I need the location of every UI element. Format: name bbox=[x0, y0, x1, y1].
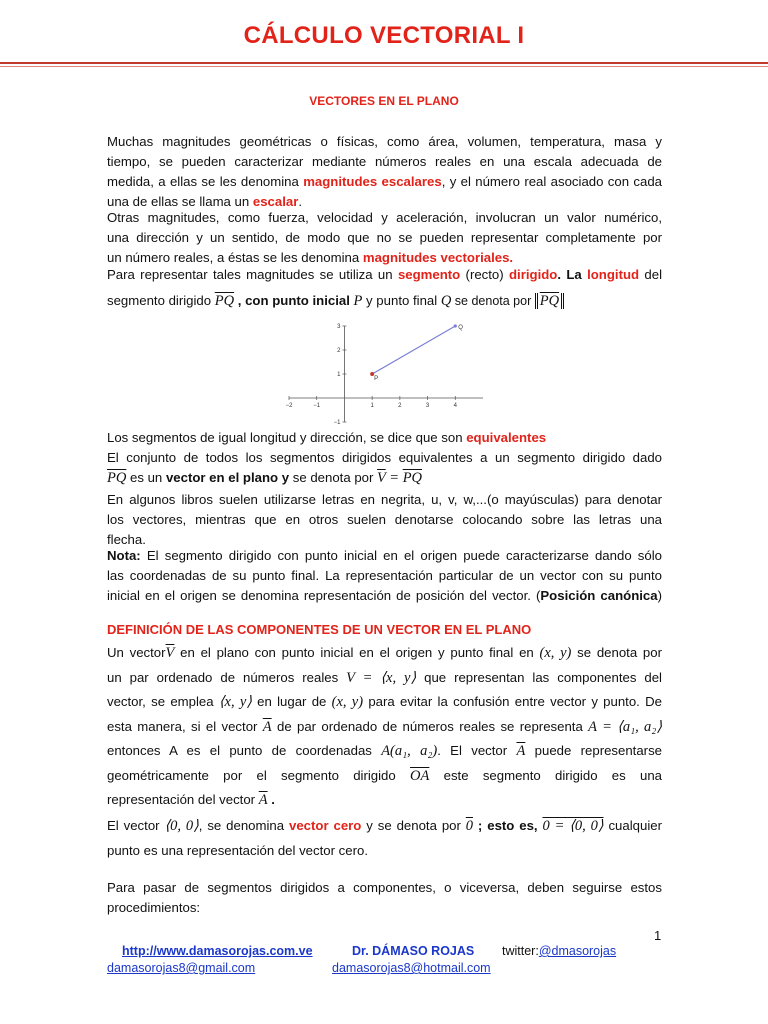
text-line: El conjunto de todos los segmentos dirigidos equivalentes a un segmento dirigido dado bbox=[107, 450, 662, 465]
term-segmento: segmento bbox=[397, 267, 461, 282]
text-line: geométricamente por el segmento dirigido $\overline{OA}$ este segmento dirigido es una bbox=[107, 767, 663, 784]
x-tick-label: −1 bbox=[313, 403, 321, 409]
text-line: los vectores, mientras que en otros suelen denotarse colocando sobre las letras una bbox=[107, 512, 662, 527]
x-tick-label: 4 bbox=[453, 403, 457, 409]
vector-chart bbox=[283, 318, 489, 430]
author-name: Dr. DÁMASO ROJAS bbox=[352, 944, 475, 958]
paragraph-segmento bbox=[107, 265, 662, 311]
x-tick-label: −2 bbox=[285, 403, 293, 409]
y-tick-label: 2 bbox=[337, 348, 341, 354]
term-escalar: escalar bbox=[252, 194, 299, 209]
term-magnitudes-vectoriales: magnitudes vectoriales. bbox=[362, 250, 514, 265]
term-vector-en-el-plano: vector en el plano y bbox=[165, 470, 290, 485]
text-line: segmento dirigido $\overline{PQ}$ , con punto inicial P y punto final Q se denota por $\overline{PQ}$ bbox=[107, 291, 662, 311]
x-tick-label: 1 bbox=[370, 403, 374, 409]
paragraph-equivalentes bbox=[107, 428, 662, 488]
text-line: Un $vector\overline{V}$ en el plano con punto inicial en el origen y punto final en (x, y) se denota por bbox=[107, 645, 662, 661]
text-line: Para representar tales magnitudes se utiliza un segmento (recto) dirigido. La longitud del bbox=[107, 267, 663, 282]
text-line: un par ordenado de números reales V = ⟨x, y⟩ que representan las componentes del bbox=[107, 669, 662, 686]
paragraph-notacion bbox=[107, 490, 662, 550]
point-p-label: P bbox=[374, 376, 379, 382]
header-rule bbox=[0, 62, 768, 64]
text-line: El vector ⟨0, 0⟩, se denomina vector cero y se denota por 0 ; esto es, 0 = ⟨0, 0⟩ cualquier bbox=[107, 818, 662, 834]
term-equivalentes: equivalentes bbox=[466, 430, 547, 445]
y-tick-label: 1 bbox=[337, 372, 341, 378]
point-q bbox=[454, 324, 457, 327]
paragraph-definicion bbox=[107, 641, 662, 813]
text-line: Para pasar de segmentos dirigidos a componentes, o viceversa, deben seguirse estos bbox=[107, 880, 662, 895]
text-line: una dirección y un sentido, de modo que no se pueden representar completamente por bbox=[107, 230, 662, 245]
twitter-label: twitter: bbox=[502, 944, 539, 958]
header-rule-thin bbox=[0, 66, 768, 67]
math-a-components: A = ⟨a₁, a₂⟩ bbox=[588, 718, 663, 735]
paragraph-procedimientos bbox=[107, 878, 662, 918]
text-line: procedimientos: bbox=[107, 900, 201, 915]
paragraph-nota bbox=[107, 546, 662, 606]
text-line: representación del vector $\overline{A}$ . bbox=[107, 792, 275, 808]
text-line: En algunos libros suelen utilizarse letras en negrita, u, v, w,...(o mayúsculas) para denotar bbox=[107, 492, 662, 507]
website-link[interactable]: http://www.damasorojas.com.ve bbox=[122, 944, 313, 958]
text-line: $\overline{PQ}$ es un vector en el plano y se denota por $\overline{V} = \overline{PQ}$ bbox=[107, 470, 423, 486]
text-line: entonces A es el punto de coordenadas A(a₁, a₂). El vector $\overline{A}$ puede representarse bbox=[107, 743, 662, 759]
text-line: las coordenadas de su punto final. La representación particular de un vector con su punto bbox=[107, 568, 662, 583]
text-line: medida, a ellas se les denomina magnitudes escalares, y el número real asociado con cada bbox=[107, 174, 663, 189]
twitter-link[interactable]: @dmasorojas bbox=[538, 944, 617, 958]
text-line: Otras magnitudes, como fuerza, velocidad y aceleración, involucran un valor numérico, bbox=[107, 210, 662, 225]
text-line: una de ellas se llama un escalar. bbox=[107, 194, 303, 209]
section-subtitle: VECTORES EN EL PLANO bbox=[309, 94, 459, 108]
text-line: un número reales, a éstas se les denomina magnitudes vectoriales. bbox=[107, 250, 514, 265]
text-line: Muchas magnitudes geométricas o físicas, como área, volumen, temperatura, masa y bbox=[107, 134, 662, 149]
y-tick-label: −1 bbox=[333, 420, 341, 426]
email-gmail-link[interactable]: damasorojas8@gmail.com bbox=[107, 961, 256, 975]
term-dirigido: dirigido bbox=[509, 267, 558, 282]
term-longitud: longitud bbox=[587, 267, 640, 282]
text-line: inicial en el origen se denomina representación de posición del vector. (Posición canónica) bbox=[107, 588, 662, 603]
text-line: flecha. bbox=[107, 532, 146, 547]
term-magnitudes-escalares: magnitudes escalares bbox=[303, 174, 442, 189]
math-pq: $\overline{PQ}$ bbox=[214, 293, 235, 309]
y-tick-label: 3 bbox=[337, 324, 341, 330]
page-title: CÁLCULO VECTORIAL I bbox=[243, 22, 525, 49]
vector-pq-line bbox=[372, 326, 455, 374]
term-posicion-canonica: Posición canónica bbox=[540, 588, 658, 603]
point-q-label: Q bbox=[458, 325, 463, 331]
paragraph-vector-cero bbox=[107, 814, 662, 863]
text-line: Nota: El segmento dirigido con punto inicial en el origen puede caracterizarse dando sólo bbox=[107, 548, 662, 563]
text-line: vector, se emplea ⟨x, y⟩ en lugar de (x, y) para evitar la confusión entre vector y punto. De bbox=[107, 694, 662, 710]
math-v-components: V = ⟨x, y⟩ bbox=[346, 669, 417, 686]
page-number: 1 bbox=[654, 928, 662, 943]
paragraph-vectoriales bbox=[107, 208, 662, 268]
email-hotmail-link[interactable]: damasorojas8@hotmail.com bbox=[332, 961, 491, 975]
text-line: punto es una representación del vector cero. bbox=[107, 842, 368, 858]
math-norm-pq: $\overline{PQ}$ bbox=[535, 293, 564, 309]
twitter-info bbox=[502, 944, 616, 958]
text-line: tiempo, se pueden caracterizar mediante números reales en una escala adecuada de bbox=[107, 154, 662, 169]
x-tick-label: 2 bbox=[398, 403, 402, 409]
x-tick-label: 3 bbox=[425, 403, 430, 409]
text-line: esta manera, si el vector $\overline{A}$ de par ordenado de números reales se representa A = ⟨a₁, a₂⟩ bbox=[107, 718, 663, 735]
section-heading: DEFINICIÓN DE LAS COMPONENTES DE UN VECTOR EN EL PLANO bbox=[107, 622, 532, 637]
text-line: Los segmentos de igual longitud y dirección, se dice que son equivalentes bbox=[107, 430, 547, 445]
paragraph-escalares bbox=[107, 132, 662, 212]
term-vector-cero: vector cero bbox=[289, 818, 362, 833]
